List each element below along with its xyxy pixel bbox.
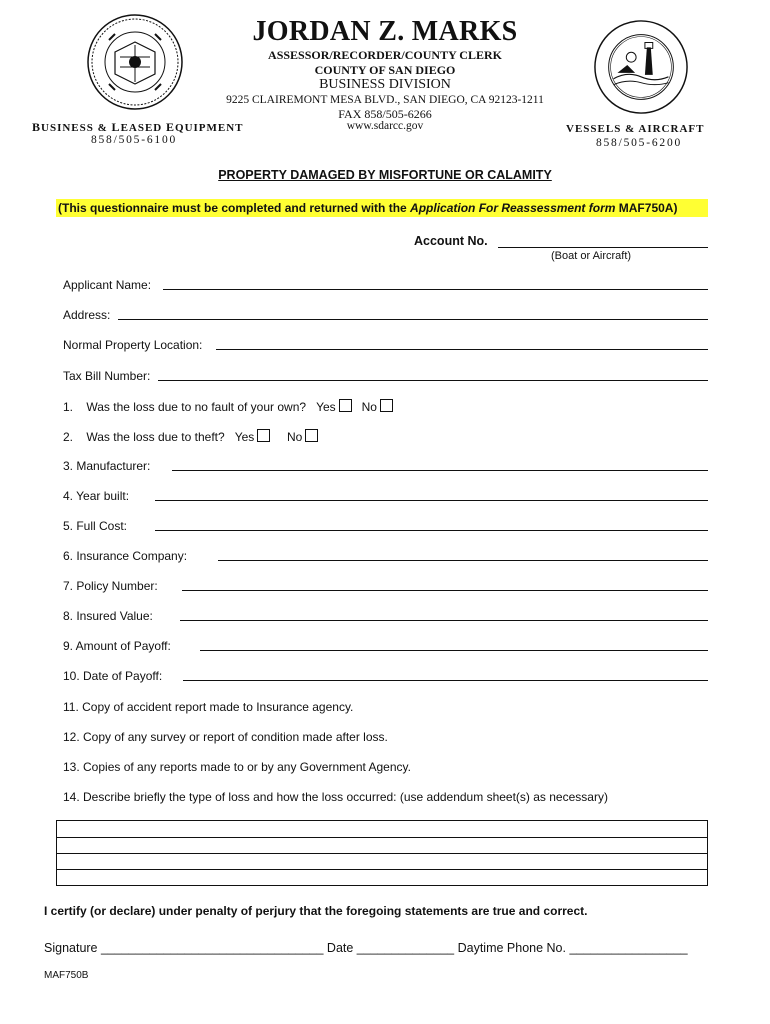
address-field[interactable] <box>118 319 708 320</box>
description-box[interactable] <box>56 820 708 886</box>
assessor-name: JORDAN Z. MARKS <box>252 16 518 47</box>
question-11: 11. Copy of accident report made to Insurance agency. <box>63 700 354 714</box>
county-name: COUNTY OF SAN DIEGO <box>314 63 456 77</box>
account-label: Account No. <box>414 234 488 248</box>
insurance-company-label: 6. Insurance Company: <box>63 549 188 563</box>
left-phone: 858/505-6100 <box>90 134 178 146</box>
question-2: 2. Was the loss due to theft? Yes No <box>63 429 328 444</box>
right-department: VESSELS & AIRCRAFT <box>566 123 705 135</box>
applicant-name-field[interactable] <box>163 289 708 290</box>
account-field[interactable] <box>498 247 708 248</box>
q2-no-checkbox[interactable] <box>305 429 318 442</box>
form-code: MAF750B <box>44 970 89 981</box>
full-cost-field[interactable] <box>155 530 708 531</box>
date-of-payoff-label: 10. Date of Payoff: <box>63 669 163 683</box>
division-name: BUSINESS DIVISION <box>319 77 451 92</box>
instructions-banner: (This questionnaire must be completed and returned with the Application For Reassessment form MAF750A) <box>56 199 708 217</box>
tax-bill-label: Tax Bill Number: <box>63 369 151 383</box>
left-department: BUSINESS & LEASED EQUIPMENT <box>32 120 244 134</box>
certification-statement: I certify (or declare) under penalty of perjury that the foregoing statements are true and correct. <box>44 904 588 918</box>
question-13: 13. Copies of any reports made to or by any Government Agency. <box>63 760 411 774</box>
date-of-payoff-field[interactable] <box>183 680 708 681</box>
question-12: 12. Copy of any survey or report of condition made after loss. <box>63 730 388 744</box>
q1-yes-checkbox[interactable] <box>339 399 352 412</box>
amount-of-payoff-label: 9. Amount of Payoff: <box>63 639 171 653</box>
insured-value-label: 8. Insured Value: <box>63 609 153 623</box>
tax-bill-field[interactable] <box>158 380 708 381</box>
property-location-label: Normal Property Location: <box>63 338 203 352</box>
applicant-name-label: Applicant Name: <box>63 278 152 292</box>
office-address: 9225 CLAIREMONT MESA BLVD., SAN DIEGO, CA 92123-1211 <box>226 94 544 106</box>
q2-no-label: No <box>286 430 303 444</box>
full-cost-label: 5. Full Cost: <box>63 519 128 533</box>
fax-number: FAX 858/505-6266 <box>338 107 432 121</box>
q2-yes-checkbox[interactable] <box>257 429 270 442</box>
form-title: PROPERTY DAMAGED BY MISFORTUNE OR CALAMITY <box>218 168 552 182</box>
insured-value-field[interactable] <box>180 620 708 621</box>
address-label: Address: <box>63 308 111 322</box>
right-phone: 858/505-6200 <box>595 137 683 149</box>
policy-number-label: 7. Policy Number: <box>63 579 158 593</box>
q1-no-checkbox[interactable] <box>380 399 393 412</box>
amount-of-payoff-field[interactable] <box>200 650 708 651</box>
year-built-field[interactable] <box>155 500 708 501</box>
manufacturer-label: 3. Manufacturer: <box>63 459 151 473</box>
website: www.sdarcc.gov <box>346 120 424 132</box>
question-1: 1. Was the loss due to no fault of your own? Yes No <box>63 399 403 414</box>
q1-no-label: No <box>361 400 377 414</box>
assessor-title: ASSESSOR/RECORDER/COUNTY CLERK <box>268 48 502 62</box>
policy-number-field[interactable] <box>182 590 708 591</box>
account-hint: (Boat or Aircraft) <box>551 250 632 262</box>
year-built-label: 4. Year built: <box>63 489 130 503</box>
q1-yes-label: Yes <box>316 400 336 414</box>
question-14: 14. Describe briefly the type of loss and how the loss occurred: (use addendum sheet(s) as necessary) <box>63 790 608 804</box>
property-location-field[interactable] <box>216 349 708 350</box>
q2-yes-label: Yes <box>234 430 255 444</box>
insurance-company-field[interactable] <box>218 560 708 561</box>
signature-line[interactable]: Signature ________________________________ Date ______________ Daytime Phone No. _________________ <box>44 941 688 955</box>
manufacturer-field[interactable] <box>172 470 708 471</box>
